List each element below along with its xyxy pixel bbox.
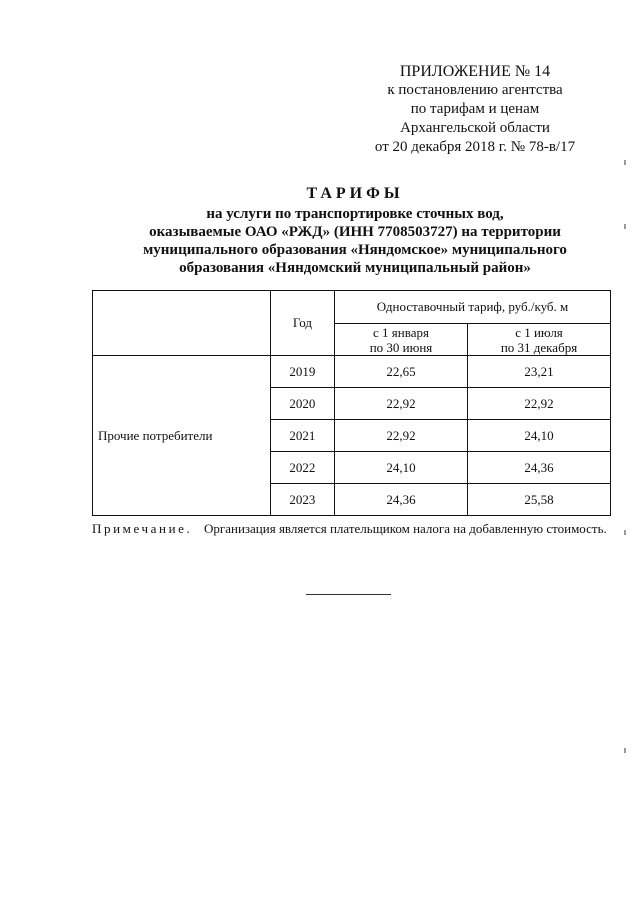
header-period-first-half bbox=[334, 324, 467, 356]
appendix-line: к постановлению агентства bbox=[387, 82, 563, 98]
tariff-second-half-cell: 24,36 bbox=[468, 452, 611, 484]
table-row bbox=[93, 356, 611, 388]
consumer-cell: Прочие потребители bbox=[93, 356, 271, 516]
title-line: муниципального образования «Няндомское» муниципального bbox=[143, 242, 567, 258]
appendix-date-line: от 20 декабря 2018 г. № 78-в/17 bbox=[374, 139, 576, 155]
header-consumer-empty bbox=[93, 291, 271, 356]
year-cell: 2022 bbox=[270, 452, 334, 484]
header-period-second-half bbox=[468, 324, 611, 356]
note-text: Организация является плательщиком налога на добавленную стоимость. bbox=[204, 521, 607, 536]
tariff-table bbox=[92, 290, 611, 516]
period1-line1: с 1 января bbox=[373, 324, 429, 340]
appendix-number: ПРИЛОЖЕНИЕ № 14 bbox=[399, 63, 551, 80]
scan-mark bbox=[624, 530, 626, 535]
tariff-first-half-cell: 22,65 bbox=[334, 356, 467, 388]
document-title bbox=[120, 185, 590, 277]
tariff-first-half-cell: 24,36 bbox=[334, 484, 467, 516]
tariff-first-half-cell: 22,92 bbox=[334, 388, 467, 420]
scan-mark bbox=[624, 160, 626, 165]
tariff-first-half-cell: 22,92 bbox=[334, 420, 467, 452]
year-cell: 2023 bbox=[270, 484, 334, 516]
title-line: оказываемые ОАО «РЖД» (ИНН 7708503727) на территории bbox=[149, 224, 561, 240]
tariff-second-half-cell: 23,21 bbox=[468, 356, 611, 388]
header-year: Год bbox=[270, 291, 334, 356]
year-cell: 2019 bbox=[270, 356, 334, 388]
year-cell: 2020 bbox=[270, 388, 334, 420]
appendix-line: Архангельской области bbox=[400, 120, 550, 136]
title-main: ТАРИФЫ bbox=[306, 185, 404, 202]
title-line: образования «Няндомский муниципальный район» bbox=[179, 260, 531, 276]
scan-mark bbox=[624, 748, 626, 753]
note-label: Примечание. bbox=[92, 521, 193, 536]
title-line: на услуги по транспортировке сточных вод, bbox=[206, 206, 504, 222]
scan-mark bbox=[624, 224, 626, 229]
table-header-row bbox=[93, 291, 611, 324]
period2-line2: по 31 декабря bbox=[500, 339, 578, 355]
appendix-header bbox=[340, 62, 610, 157]
tariff-second-half-cell: 22,92 bbox=[468, 388, 611, 420]
header-tariff: Одноставочный тариф, руб./куб. м bbox=[334, 291, 610, 324]
tariff-second-half-cell: 24,10 bbox=[468, 420, 611, 452]
appendix-line: по тарифам и ценам bbox=[410, 101, 540, 117]
tariff-second-half-cell: 25,58 bbox=[468, 484, 611, 516]
closing-rule bbox=[306, 594, 391, 595]
tariff-first-half-cell: 24,10 bbox=[334, 452, 467, 484]
period1-line2: по 30 июня bbox=[369, 339, 433, 355]
period2-line1: с 1 июля bbox=[515, 324, 563, 340]
year-cell: 2021 bbox=[270, 420, 334, 452]
